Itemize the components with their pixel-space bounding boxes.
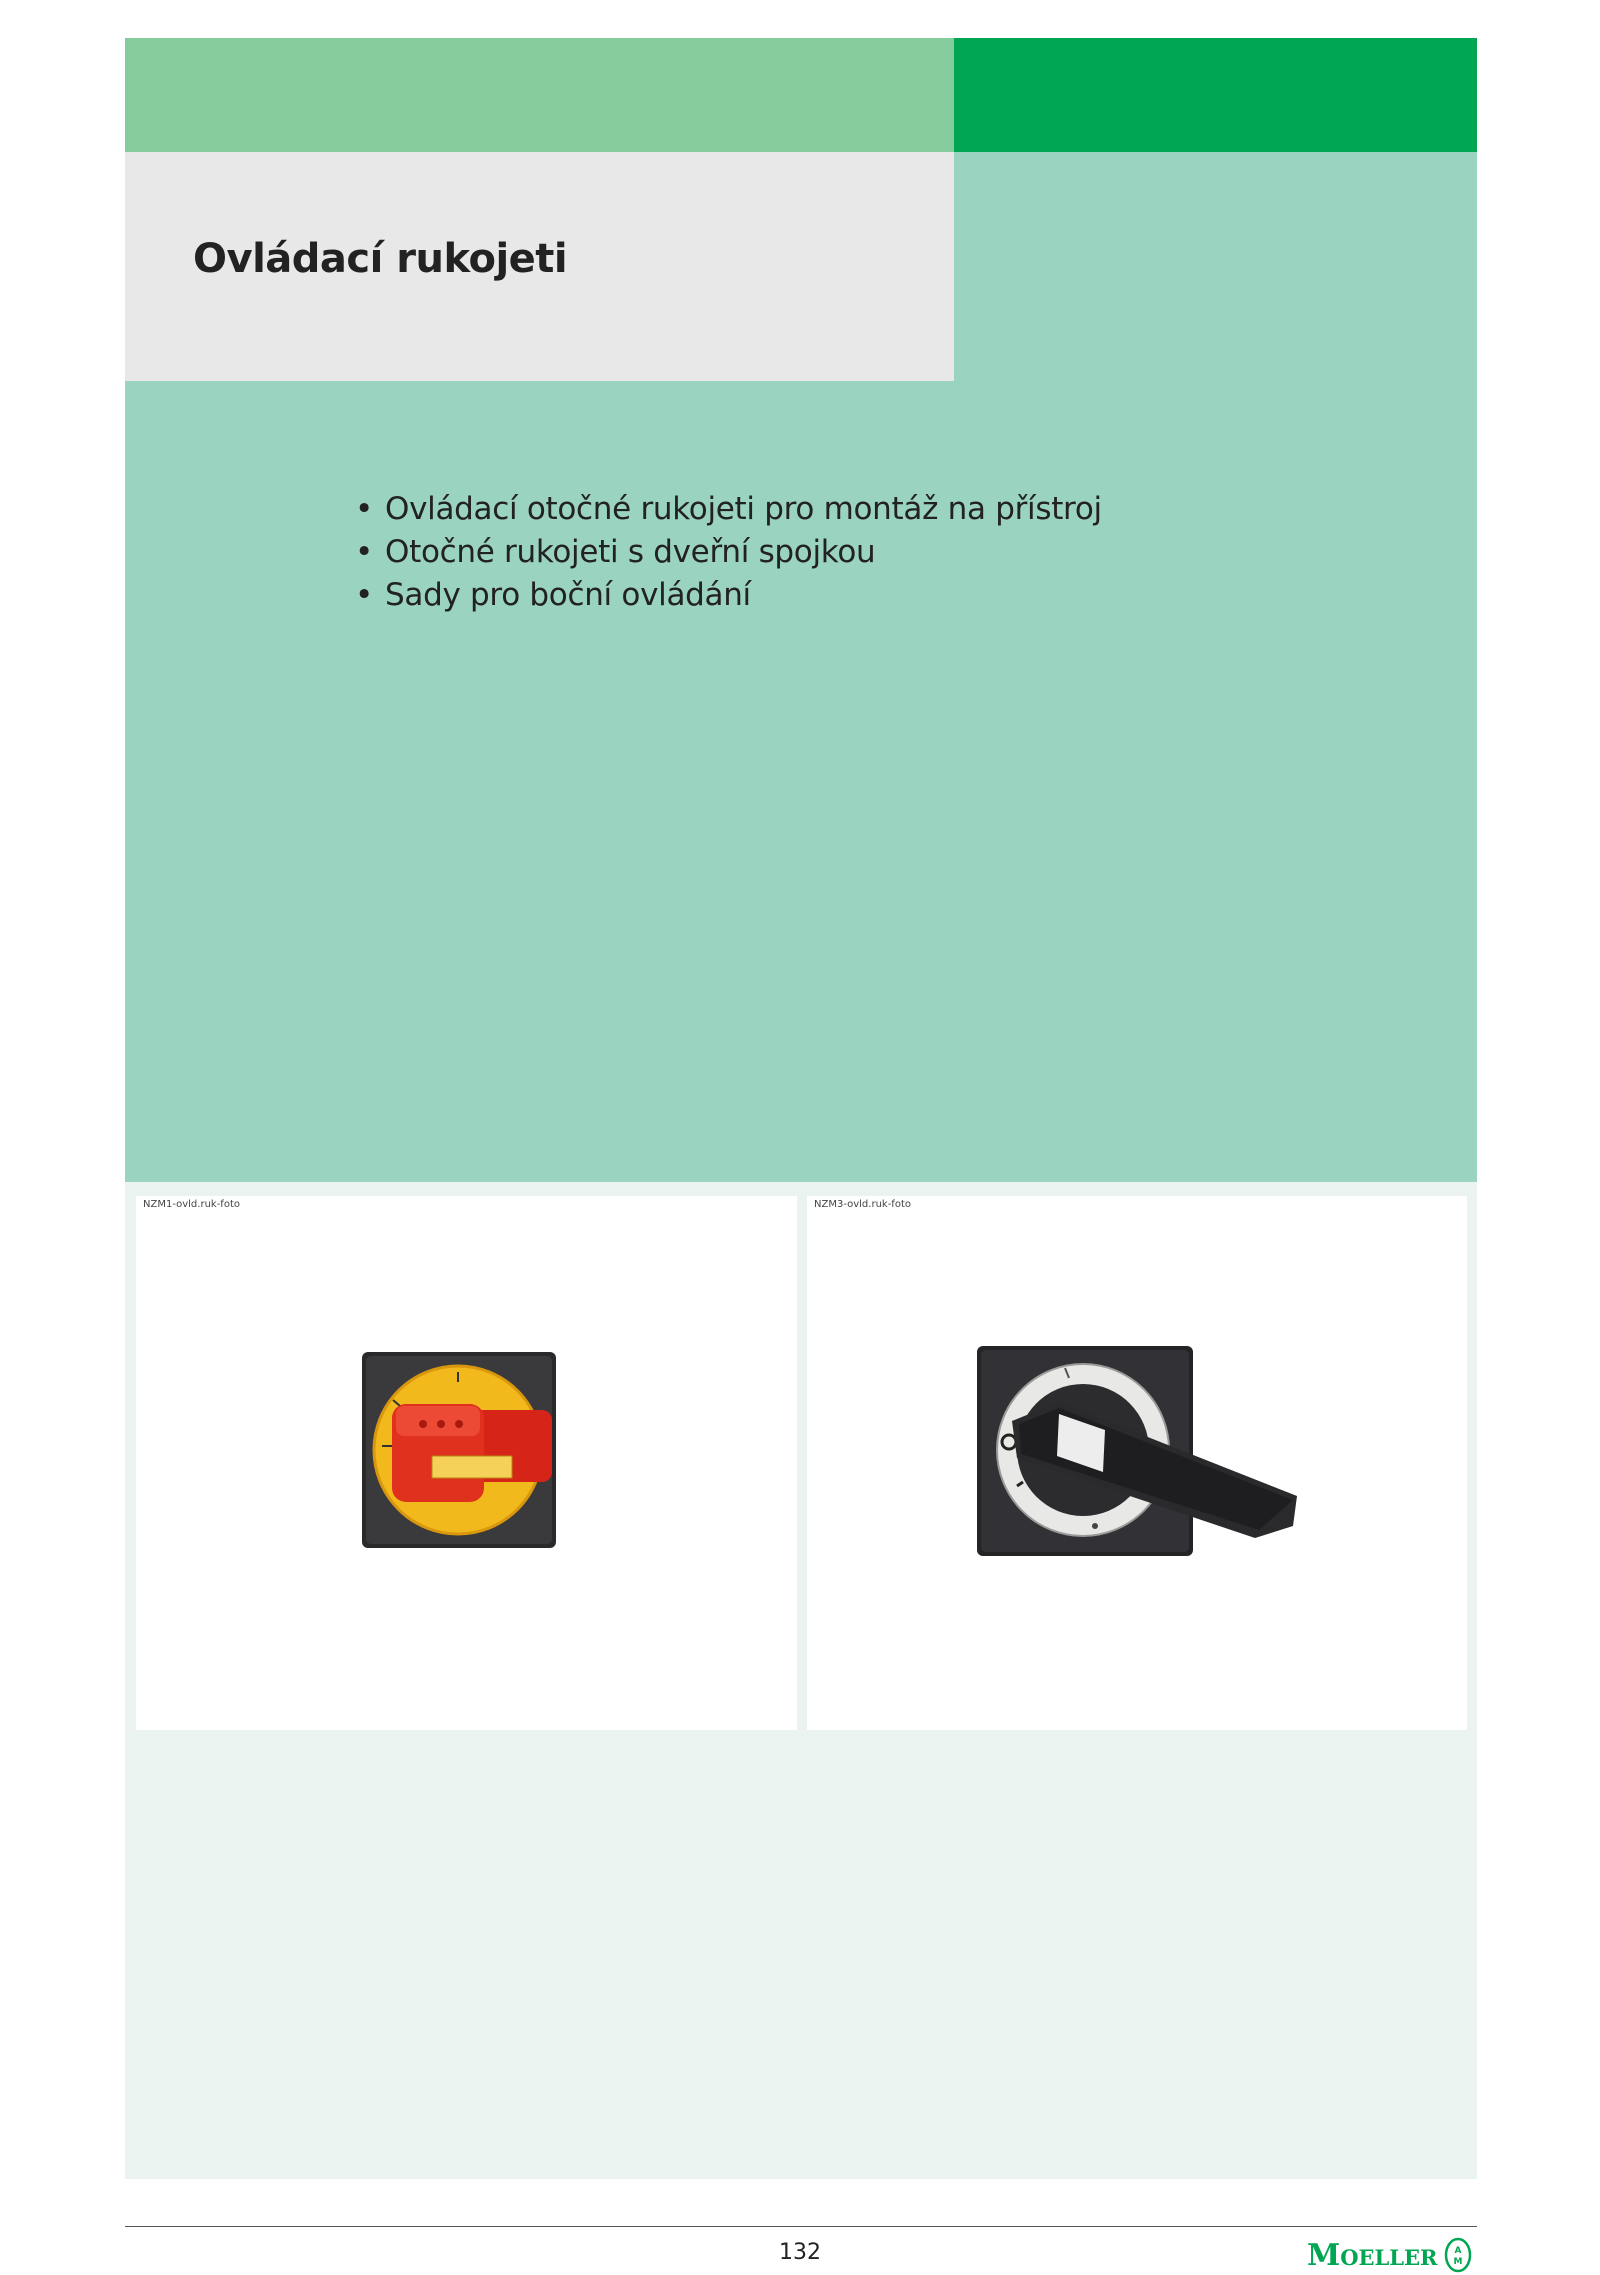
feature-item: • Sady pro boční ovládání (355, 574, 1102, 617)
moeller-emblem-icon (1444, 2237, 1472, 2273)
photo-caption: NZM1-ovld.ruk-foto (143, 1199, 240, 1210)
feature-list (355, 488, 1102, 617)
page-title: Ovládací rukojeti (193, 236, 568, 282)
brand-logo (1307, 2235, 1472, 2275)
page-number: 132 (779, 2240, 821, 2265)
feature-item: • Ovládací otočné rukojeti pro montáž na přístroj (355, 488, 1102, 531)
header-band-light (125, 38, 954, 152)
feature-item: • Otočné rukojeti s dveřní spojkou (355, 531, 1102, 574)
red-yellow-rotary-handle-image (136, 1196, 797, 1730)
photo-caption: NZM3-ovld.ruk-foto (814, 1199, 911, 1210)
brand-wordmark: Moeller (1307, 2237, 1438, 2273)
footer-divider (125, 2226, 1477, 2227)
photo-nzm1-handle (136, 1196, 797, 1730)
photo-nzm3-handle (807, 1196, 1467, 1730)
header-band-brand (954, 38, 1477, 152)
black-rotary-handle-image (807, 1196, 1467, 1730)
svg-text:A: A (1454, 2246, 1461, 2256)
svg-text:M: M (1453, 2257, 1462, 2267)
